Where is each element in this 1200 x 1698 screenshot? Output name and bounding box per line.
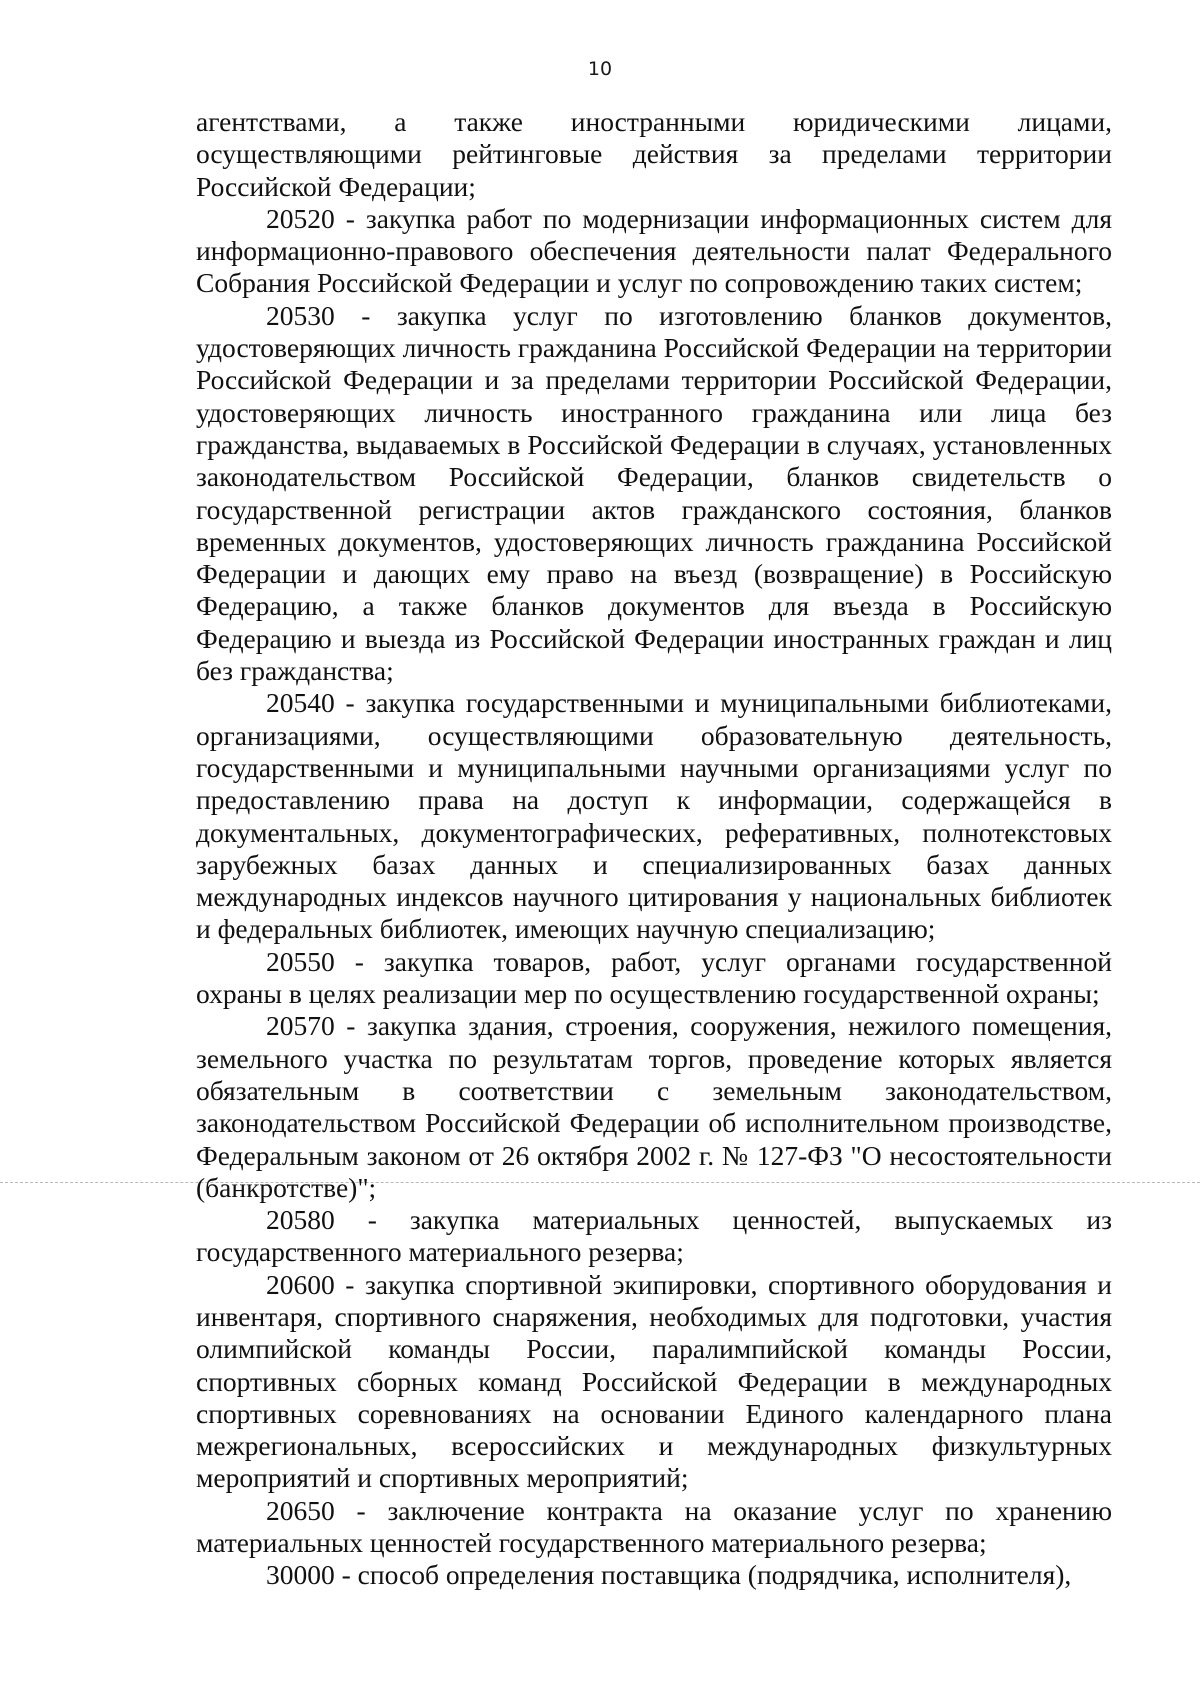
paragraph-20520: 20520 - закупка работ по модернизации информационных систем для информационно-правового обеспечения деятельности палат Федерального Собрания Российской Федерации и услуг по сопровождению таких систем;	[196, 202, 1112, 299]
paragraph-20650: 20650 - заключение контракта на оказание услуг по хранению материальных ценностей государственного материального резерва;	[196, 1494, 1112, 1559]
paragraph-continuation: агентствами, а также иностранными юридическими лицами, осуществляющими рейтинговые действия за пределами территории Российской Федерации;	[196, 106, 1112, 202]
paragraph-20550: 20550 - закупка товаров, работ, услуг органами государственной охраны в целях реализации мер по осуществлению государственной охраны;	[196, 945, 1112, 1010]
page-number: 10	[587, 58, 613, 80]
paragraph-20600: 20600 - закупка спортивной экипировки, спортивного оборудования и инвентаря, спортивного снаряжения, необходимых для подготовки, участия олимпийской команды России, паралимпийской команды России, спортивных сборных команд Российской Федерации в международных спортивных соревнованиях на основании Единого календарного плана межрегиональных, всероссийских и международных физкультурных мероприятий и спортивных мероприятий;	[196, 1268, 1112, 1494]
paragraph-20570: 20570 - закупка здания, строения, сооружения, нежилого помещения, земельного участка по результатам торгов, проведение которых является обязательным в соответствии с земельным законодательством, законодательством Российской Федерации об исполнительном производстве, Федеральным законом от 26 октября 2002 г. № 127-ФЗ "О несостоятельности (банкротстве)";	[196, 1010, 1112, 1203]
document-body	[196, 106, 1112, 1592]
paragraph-20580: 20580 - закупка материальных ценностей, выпускаемых из государственного материального резерва;	[196, 1204, 1112, 1268]
paragraph-20540: 20540 - закупка государственными и муниципальными библиотеками, организациями, осуществляющими образовательную деятельность, государственными и муниципальными научными организациями услуг по предоставлению права на доступ к информации, содержащейся в документальных, документографических, реферативных, полнотекстовых зарубежных базах данных и специализированных базах данных международных индексов научного цитирования у национальных библиотек и федеральных библиотек, имеющих научную специализацию;	[196, 687, 1112, 945]
paragraph-20530: 20530 - закупка услуг по изготовлению бланков документов, удостоверяющих личность гражданина Российской Федерации на территории Российской Федерации и за пределами территории Российской Федерации, удостоверяющих личность иностранного гражданина или лица без гражданства, выдаваемых в Российской Федерации в случаях, установленных законодательством Российской Федерации, бланков свидетельств о государственной регистрации актов гражданского состояния, бланков временных документов, удостоверяющих личность гражданина Российской Федерации и дающих ему право на въезд (возвращение) в Российскую Федерацию, а также бланков документов для въезда в Российскую Федерацию и выезда из Российской Федерации иностранных граждан и лиц без гражданства;	[196, 299, 1112, 687]
paragraph-30000: 30000 - способ определения поставщика (подрядчика, исполнителя),	[266, 1559, 1072, 1591]
